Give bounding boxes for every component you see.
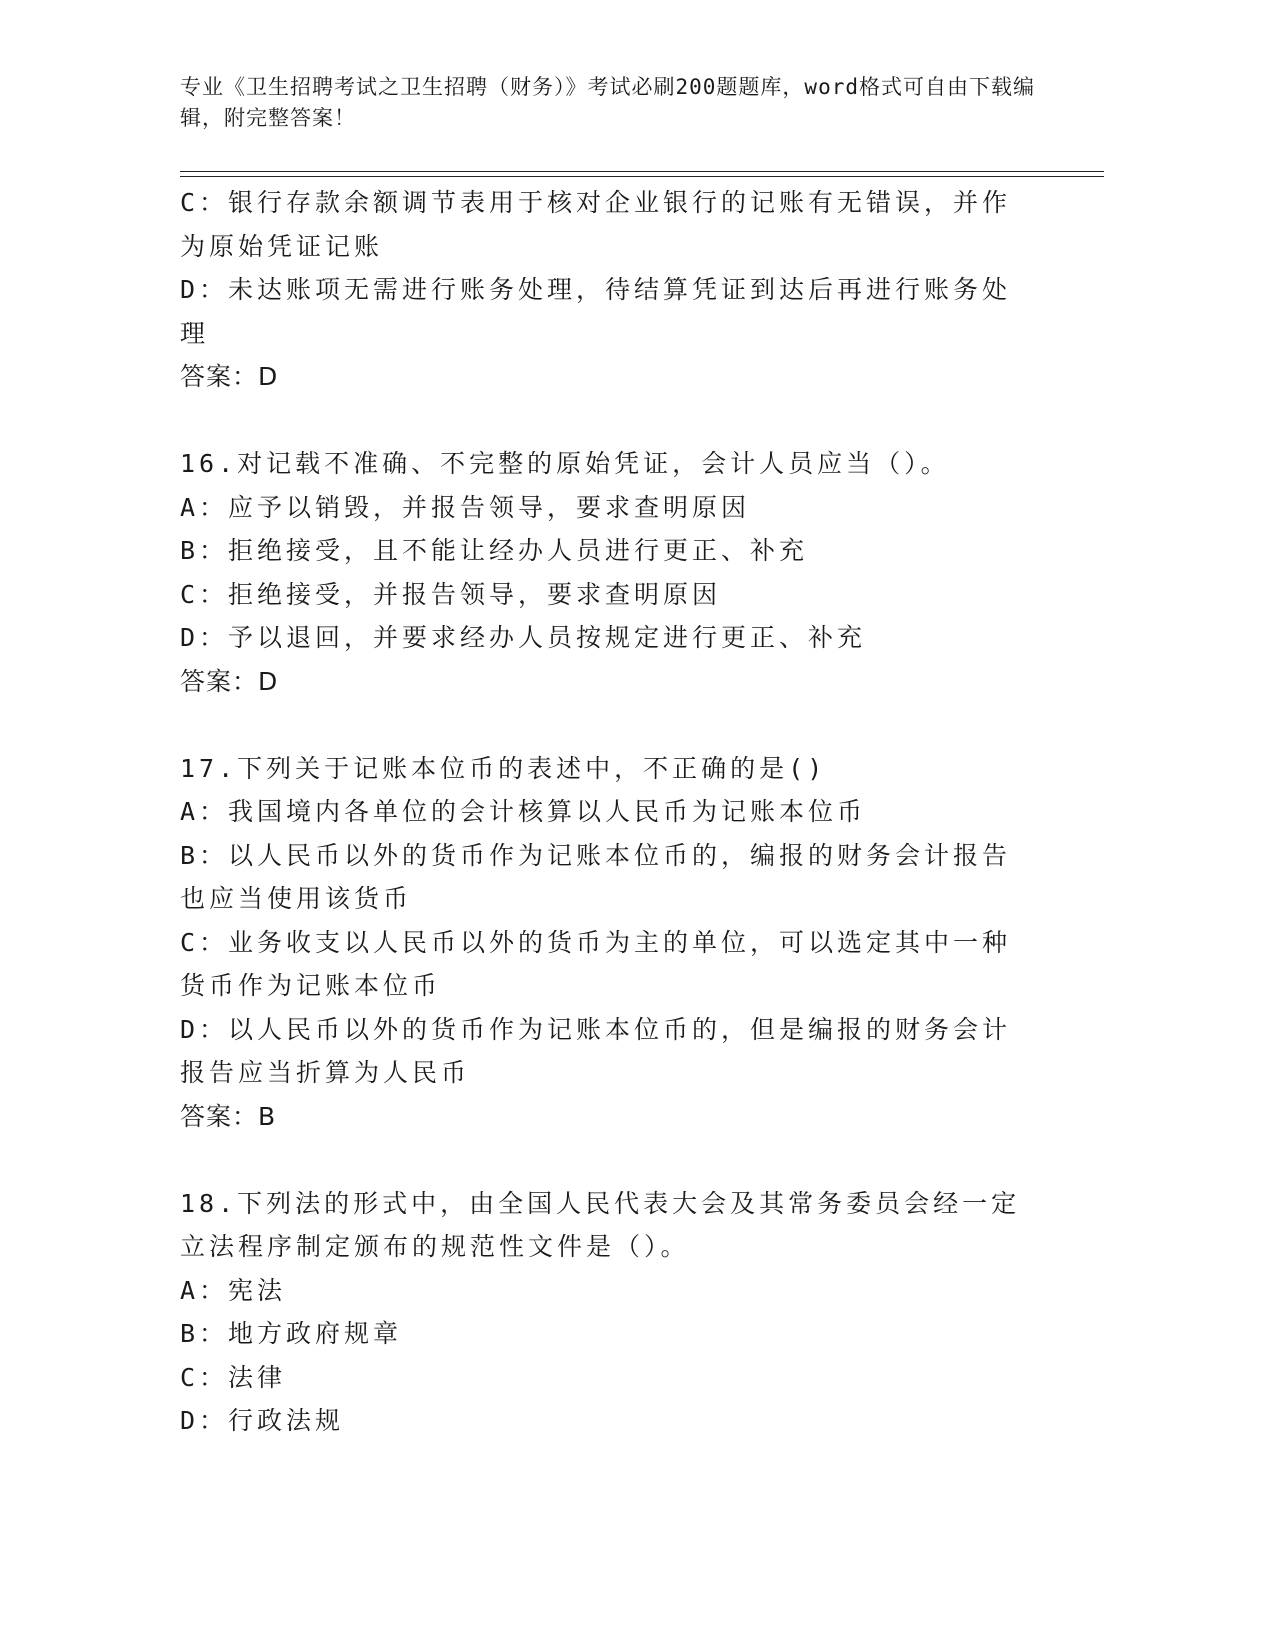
option-a: A：我国境内各单位的会计核算以人民币为记账本位币	[180, 797, 867, 826]
option-d: D：予以退回，并要求经办人员按规定进行更正、补充	[180, 623, 867, 652]
answer: 答案：D	[180, 666, 279, 696]
spacer	[180, 399, 1040, 443]
option-c: C：银行存款余额调节表用于核对企业银行的记账有无错误，并作为原始凭证记账	[180, 188, 1012, 261]
question-15-continued	[180, 181, 1040, 399]
option-b: B：地方政府规章	[180, 1319, 403, 1348]
question-18	[180, 1182, 1040, 1443]
option-b: B：拒绝接受，且不能让经办人员进行更正、补充	[180, 536, 809, 565]
header-divider-bottom	[180, 176, 1104, 177]
question-stem: 17.下列关于记账本位币的表述中，不正确的是()	[180, 753, 827, 783]
question-stem: 18.下列法的形式中，由全国人民代表大会及其常务委员会经一定立法程序制定颁布的规范性文件是（）。	[180, 1188, 1021, 1261]
spacer	[180, 1138, 1040, 1182]
option-a: A：宪法	[180, 1275, 287, 1305]
answer: 答案：D	[180, 362, 279, 391]
option-d: D：行政法规	[180, 1406, 345, 1435]
option-d: D：以人民币以外的货币作为记账本位币的，但是编报的财务会计报告应当折算为人民币	[180, 1014, 1012, 1087]
option-d: D：未达账项无需进行账务处理，待结算凭证到达后再进行账务处理	[180, 275, 1012, 348]
option-a: A：应予以销毁，并报告领导，要求查明原因	[180, 492, 751, 522]
question-17	[180, 747, 1040, 1139]
question-stem: 16.对记载不准确、不完整的原始凭证，会计人员应当（）。	[180, 449, 950, 478]
option-b: B：以人民币以外的货币作为记账本位币的，编报的财务会计报告也应当使用该货币	[180, 840, 1012, 913]
header-title: 专业《卫生招聘考试之卫生招聘（财务）》考试必刷200题题库，word格式可自由下载编辑，附完整答案！	[180, 75, 1035, 130]
option-c: C：业务收支以人民币以外的货币为主的单位，可以选定其中一种货币作为记账本位币	[180, 927, 1012, 1000]
document-header	[180, 72, 1040, 134]
answer: 答案：B	[180, 1101, 277, 1131]
option-c: C：法律	[180, 1362, 287, 1392]
question-16	[180, 442, 1040, 703]
option-c: C：拒绝接受，并报告领导，要求查明原因	[180, 579, 722, 609]
header-divider-top	[180, 171, 1104, 172]
spacer	[180, 703, 1040, 747]
question-list	[180, 181, 1040, 1443]
